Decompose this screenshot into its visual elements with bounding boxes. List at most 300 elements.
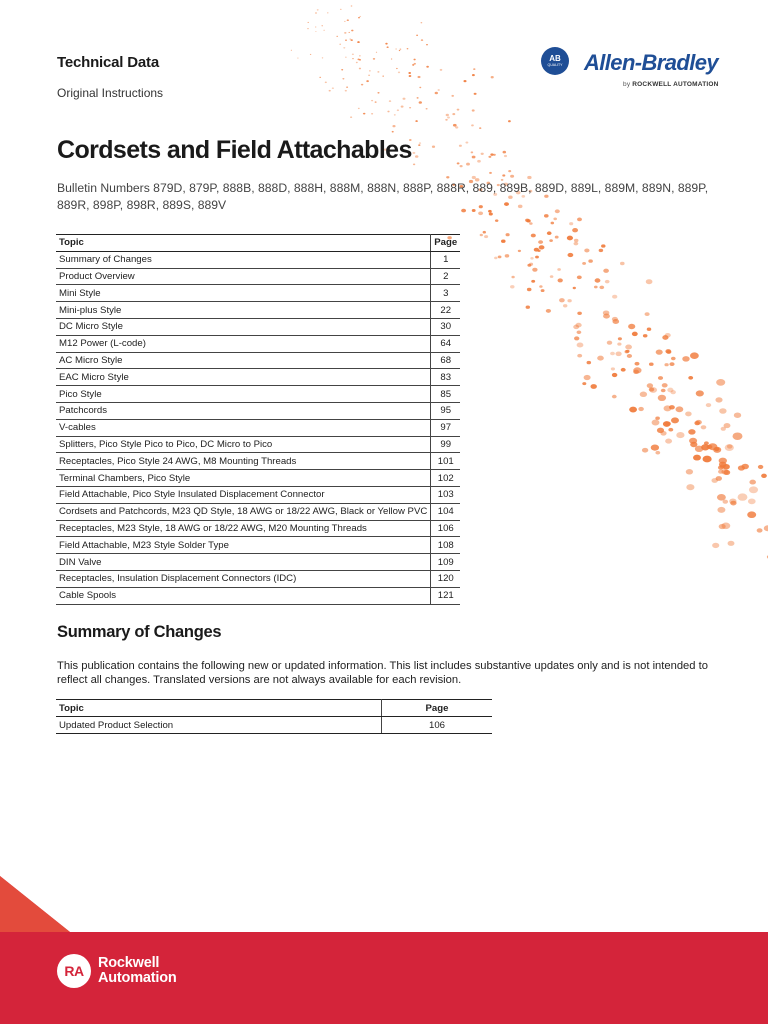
decorative-dot <box>658 376 663 380</box>
page-cell: 95 <box>431 402 460 419</box>
summary-text: This publication contains the following new or updated information. This list includes substantive updates only and is not intended to reflect all changes. Translated versions are not always available for each revision. <box>57 660 708 686</box>
decorative-dot <box>525 219 529 222</box>
decorative-dot <box>573 325 579 329</box>
decorative-dot <box>343 47 345 49</box>
decorative-dot <box>527 264 531 267</box>
decorative-dot <box>315 27 316 28</box>
decorative-dot <box>568 253 574 257</box>
decorative-dot <box>387 46 389 48</box>
decorative-dot <box>633 367 641 373</box>
decorative-dot <box>655 451 660 455</box>
topic-cell[interactable]: Field Attachable, M23 Style Solder Type <box>56 537 431 554</box>
decorative-dot <box>465 141 468 143</box>
toc-row <box>56 302 460 319</box>
decorative-dot <box>671 390 676 394</box>
decorative-dot <box>652 420 660 426</box>
topic-cell[interactable]: Cordsets and Patchcords, M23 QD Style, 18 AWG or 18/22 AWG, Black or Yellow PVC <box>56 503 431 520</box>
decorative-dot <box>357 59 359 61</box>
decorative-dot <box>567 236 573 241</box>
page-header: Page <box>431 235 460 252</box>
decorative-dot <box>399 50 401 51</box>
decorative-dot <box>682 356 689 362</box>
decorative-dot <box>676 432 684 438</box>
decorative-dot <box>665 349 671 353</box>
decorative-dot <box>358 108 360 109</box>
decorative-dot <box>473 68 475 70</box>
decorative-dot <box>394 114 396 115</box>
decorative-dot <box>534 248 539 252</box>
page-cell: 102 <box>431 470 460 487</box>
topic-cell[interactable]: Mini Style <box>56 285 431 302</box>
decorative-dot <box>717 507 725 513</box>
topic-cell[interactable]: Mini-plus Style <box>56 302 431 319</box>
decorative-dot <box>345 90 347 92</box>
decorative-dot <box>577 331 582 335</box>
decorative-dot <box>559 298 565 302</box>
decorative-dot <box>612 317 618 322</box>
topic-cell[interactable]: Receptacles, Pico Style 24 AWG, M8 Mounting Threads <box>56 453 431 470</box>
decorative-dot <box>707 445 713 449</box>
page-cell: 2 <box>431 268 460 285</box>
topic-cell[interactable]: EAC Micro Style <box>56 369 431 386</box>
decorative-dot <box>345 40 347 41</box>
decorative-dot <box>371 113 373 115</box>
decorative-dot <box>722 523 731 530</box>
topic-cell[interactable]: Splitters, Pico Style Pico to Pico, DC Micro to Pico <box>56 436 431 453</box>
decorative-dot <box>550 275 554 278</box>
decorative-dot <box>419 142 421 144</box>
decorative-dot <box>508 170 511 172</box>
decorative-dot <box>712 543 719 548</box>
decorative-dot <box>628 324 635 329</box>
page-cell: 99 <box>431 436 460 453</box>
decorative-dot <box>689 438 697 444</box>
decorative-dot <box>336 36 338 37</box>
instructions-label: Original Instructions <box>57 86 164 100</box>
decorative-dot <box>477 160 481 163</box>
decorative-dot <box>723 470 730 475</box>
decorative-dot <box>724 423 731 428</box>
toc-row <box>56 335 460 352</box>
decorative-dot <box>599 286 604 290</box>
decorative-dot <box>531 280 535 283</box>
decorative-dot <box>719 408 726 414</box>
decorative-dot <box>446 114 449 116</box>
decorative-dot <box>432 146 435 148</box>
decorative-dot <box>479 127 481 129</box>
decorative-dot <box>419 87 421 88</box>
decorative-dot <box>544 214 549 217</box>
decorative-dot <box>359 16 361 17</box>
decorative-dot <box>563 304 567 307</box>
decorative-dot <box>426 66 429 68</box>
decorative-dot <box>625 344 632 349</box>
bulletin-numbers: Bulletin Numbers 879D, 879P, 888B, 888D, 888H, 888M, 888N, 888P, 888R, 889, 889B, 889D, 889L, 889M, 889N, 889P, 889R, 898P, 898R, 889S, 889V <box>57 181 709 212</box>
decorative-dot <box>409 75 412 77</box>
decorative-dot <box>508 120 511 122</box>
decorative-dot <box>377 71 379 73</box>
decorative-dot <box>577 342 584 347</box>
decorative-dot <box>389 100 391 102</box>
toc-row <box>56 402 460 419</box>
decorative-dot <box>584 249 589 253</box>
topic-cell[interactable]: Patchcords <box>56 402 431 419</box>
decorative-dot <box>618 337 622 340</box>
allen-bradley-logo: Allen-Bradley <box>584 50 719 75</box>
toc-row <box>56 386 460 403</box>
decorative-dot <box>502 174 505 176</box>
topic-cell[interactable]: Pico Style <box>56 386 431 403</box>
decorative-dot <box>371 100 373 101</box>
rockwell-tagline: by ROCKWELL AUTOMATION <box>623 81 719 88</box>
decorative-dot <box>359 55 360 56</box>
decorative-dot <box>446 176 449 178</box>
decorative-dot <box>351 5 353 6</box>
decorative-dot <box>363 113 365 115</box>
decorative-dot <box>693 455 701 461</box>
decorative-dot <box>506 233 510 236</box>
decorative-dot <box>413 164 415 166</box>
topic-cell[interactable]: Field Attachable, Pico Style Insulated Displacement Connector <box>56 486 431 503</box>
decorative-dot <box>317 9 319 10</box>
page-cell: 121 <box>431 587 460 604</box>
toc-row <box>56 285 460 302</box>
decorative-dot <box>541 289 545 292</box>
decorative-dot <box>573 287 576 289</box>
toc-row <box>56 369 460 386</box>
topic-cell[interactable]: Updated Product Selection <box>56 717 382 734</box>
decorative-dot <box>377 92 379 94</box>
decorative-dot <box>426 108 428 110</box>
decorative-dot <box>387 111 389 113</box>
topic-header: Topic <box>56 235 431 252</box>
decorative-dot <box>688 429 695 435</box>
decorative-dot <box>291 50 292 51</box>
decorative-dot <box>574 239 579 242</box>
topic-cell[interactable]: Cable Spools <box>56 587 431 604</box>
decorative-dot <box>347 19 349 21</box>
decorative-dot <box>489 172 492 174</box>
page-cell: 120 <box>431 570 460 587</box>
decorative-dot <box>603 314 610 319</box>
decorative-dot <box>416 35 418 36</box>
decorative-dot <box>572 228 578 232</box>
decorative-dot <box>474 93 477 95</box>
topic-cell[interactable]: M12 Power (L-code) <box>56 335 431 352</box>
decorative-dot <box>607 341 612 345</box>
page-cell: 30 <box>431 318 460 335</box>
table-header-row <box>56 235 460 252</box>
decorative-dot <box>414 63 416 65</box>
decorative-dot <box>504 155 507 157</box>
decorative-dot <box>749 480 756 485</box>
decorative-dot <box>385 43 387 45</box>
decorative-dot <box>392 125 395 127</box>
decorative-dot <box>349 39 350 40</box>
decorative-dot <box>704 441 709 445</box>
decorative-dot <box>688 376 693 380</box>
decorative-dot <box>729 498 736 503</box>
decorative-dot <box>748 499 756 505</box>
decorative-dot <box>696 390 704 396</box>
decorative-dot <box>640 392 647 398</box>
decorative-dot <box>651 445 659 451</box>
topic-cell[interactable]: DIN Valve <box>56 554 431 571</box>
decorative-dot <box>758 465 763 469</box>
decorative-dot <box>645 312 650 316</box>
decorative-dot <box>629 407 637 413</box>
decorative-dot <box>569 222 573 225</box>
decorative-dot <box>324 30 325 31</box>
decorative-dot <box>717 494 726 501</box>
page-cell: 106 <box>382 717 493 734</box>
page-cell: 22 <box>431 302 460 319</box>
decorative-dot <box>375 101 377 102</box>
decorative-dot <box>635 362 640 366</box>
decorative-dot <box>553 218 557 221</box>
decorative-dot <box>599 249 604 252</box>
decorative-dot <box>649 387 657 393</box>
decorative-dot <box>319 77 321 78</box>
toc-row <box>56 570 460 587</box>
decorative-dot <box>426 44 428 45</box>
decorative-dot <box>632 332 638 336</box>
page-title: Cordsets and Field Attachables <box>57 136 412 164</box>
decorative-dot <box>352 54 354 56</box>
decorative-dot <box>557 268 561 271</box>
decorative-dot <box>503 151 506 154</box>
decorative-dot <box>361 84 363 86</box>
decorative-dot <box>368 75 370 76</box>
decorative-dot <box>352 58 354 59</box>
decorative-dot <box>612 295 617 299</box>
decorative-dot <box>407 48 409 49</box>
decorative-dot <box>327 12 328 13</box>
decorative-dot <box>597 356 604 361</box>
decorative-dot <box>719 462 727 468</box>
decorative-dot <box>345 57 346 58</box>
decorative-dot <box>728 541 735 546</box>
decorative-dot <box>505 254 510 257</box>
decorative-dot <box>460 165 463 167</box>
page-cell: 106 <box>431 520 460 537</box>
decorative-dot <box>658 395 666 401</box>
changes-table <box>56 699 492 734</box>
decorative-dot <box>577 218 582 222</box>
topic-header: Topic <box>56 700 382 717</box>
decorative-dot <box>605 280 610 284</box>
decorative-dot <box>603 269 609 273</box>
decorative-dot <box>646 279 653 284</box>
decorative-dot <box>686 469 693 474</box>
decorative-dot <box>484 235 488 238</box>
decorative-dot <box>671 417 679 423</box>
decorative-dot <box>656 349 663 354</box>
decorative-dot <box>417 97 419 99</box>
page-cell: 104 <box>431 503 460 520</box>
rockwell-automation-logo: Rockwell Automation <box>98 955 177 986</box>
decorative-dot <box>395 48 396 49</box>
toc-row <box>56 554 460 571</box>
decorative-dot <box>391 59 392 60</box>
page-cell: 68 <box>431 352 460 369</box>
decorative-dot <box>413 59 415 61</box>
toc-row <box>56 520 460 537</box>
decorative-dot <box>518 250 521 252</box>
decorative-dot <box>642 448 648 453</box>
decorative-dot <box>329 90 331 92</box>
decorative-dot <box>594 286 598 289</box>
decorative-dot <box>451 95 454 97</box>
decorative-dot <box>344 21 345 22</box>
topic-cell[interactable]: DC Micro Style <box>56 318 431 335</box>
toc-row <box>56 486 460 503</box>
decorative-dot <box>532 268 537 272</box>
decorative-dot <box>344 32 346 34</box>
page-cell: 103 <box>431 486 460 503</box>
page-cell: 1 <box>431 251 460 268</box>
decorative-dot <box>440 69 443 71</box>
decorative-dot <box>419 101 422 104</box>
decorative-dot <box>657 428 664 433</box>
decorative-dot <box>738 465 745 470</box>
decorative-dot <box>665 439 672 444</box>
decorative-dot <box>418 144 420 146</box>
decorative-dot <box>366 80 369 82</box>
decorative-dot <box>418 76 421 78</box>
decorative-dot <box>466 163 470 166</box>
decorative-dot <box>526 306 530 309</box>
decorative-dot <box>421 39 423 41</box>
decorative-dot <box>655 416 660 419</box>
decorative-dot <box>493 154 496 156</box>
decorative-dot <box>577 312 582 315</box>
decorative-dot <box>716 476 722 481</box>
decorative-dot <box>437 89 439 91</box>
toc-row <box>56 537 460 554</box>
decorative-dot <box>472 109 475 111</box>
summary-heading: Summary of Changes <box>57 623 222 641</box>
decorative-dot <box>713 447 721 453</box>
decorative-dot <box>703 456 712 463</box>
decorative-dot <box>574 242 579 246</box>
decorative-dot <box>662 335 668 340</box>
decorative-dot <box>435 92 438 95</box>
decorative-dot <box>457 162 460 164</box>
decorative-dot <box>511 276 514 279</box>
toc-row <box>56 268 460 285</box>
decorative-dot <box>695 420 702 425</box>
decorative-dot <box>615 351 621 356</box>
decorative-dot <box>764 525 768 531</box>
decorative-dot <box>716 379 725 386</box>
decorative-dot <box>408 72 411 74</box>
decorative-dot <box>582 262 586 265</box>
decorative-dot <box>612 373 618 377</box>
decorative-dot <box>307 28 308 29</box>
document-type: Technical Data <box>57 54 159 71</box>
topic-cell[interactable]: Summary of Changes <box>56 251 431 268</box>
decorative-dot <box>471 151 474 153</box>
allen-bradley-badge-icon <box>541 47 569 75</box>
page-cell: 3 <box>431 285 460 302</box>
decorative-dot <box>587 361 592 364</box>
toc-row <box>56 436 460 453</box>
decorative-dot <box>527 176 531 179</box>
decorative-dot <box>322 57 323 58</box>
toc-row <box>56 251 460 268</box>
topic-cell[interactable]: Receptacles, M23 Style, 18 AWG or 18/22 AWG, M20 Mounting Threads <box>56 520 431 537</box>
decorative-dot <box>471 124 474 126</box>
decorative-dot <box>621 368 626 372</box>
decorative-dot <box>539 245 545 249</box>
decorative-dot <box>738 493 748 500</box>
decorative-dot <box>452 113 455 115</box>
topic-cell[interactable]: AC Micro Style <box>56 352 431 369</box>
decorative-dot <box>649 362 654 365</box>
decorative-dot <box>351 30 353 32</box>
decorative-dot <box>421 22 423 23</box>
decorative-dot <box>510 175 514 178</box>
toc-row <box>56 352 460 369</box>
decorative-dot <box>610 352 615 356</box>
decorative-dot <box>415 120 417 122</box>
decorative-dot <box>472 156 476 159</box>
decorative-dot <box>538 240 543 244</box>
decorative-dot <box>403 98 406 100</box>
decorative-dot <box>761 474 767 478</box>
page-cell: 85 <box>431 386 460 403</box>
decorative-dot <box>643 334 648 337</box>
toc-row <box>56 318 460 335</box>
toc-row <box>56 503 460 520</box>
toc-row <box>56 419 460 436</box>
decorative-dot <box>671 357 676 361</box>
decorative-dot <box>472 176 476 179</box>
decorative-dot <box>373 58 375 60</box>
decorative-dot <box>546 309 551 313</box>
decorative-dot <box>733 432 743 439</box>
page-cell: 97 <box>431 419 460 436</box>
rockwell-ra-icon: RA <box>57 954 91 988</box>
decorative-dot <box>315 12 317 13</box>
decorative-dot <box>627 354 632 358</box>
decorative-dot <box>409 107 411 108</box>
decorative-dot <box>558 278 563 282</box>
topic-cell[interactable]: Receptacles, Insulation Displacement Connectors (IDC) <box>56 570 431 587</box>
decorative-dot <box>348 32 349 33</box>
decorative-dot <box>310 54 311 55</box>
decorative-dot <box>749 486 758 493</box>
decorative-dot <box>358 17 360 18</box>
decorative-dot <box>480 234 483 237</box>
page-cell: 109 <box>431 554 460 571</box>
decorative-dot <box>663 421 671 427</box>
decorative-dot <box>397 109 399 111</box>
topic-cell[interactable]: V-cables <box>56 419 431 436</box>
decorative-dot <box>346 86 348 87</box>
decorative-dot <box>555 236 559 239</box>
decorative-dot <box>701 425 707 429</box>
decorative-dot <box>392 131 394 133</box>
decorative-dot <box>617 343 621 346</box>
decorative-dot <box>369 70 371 71</box>
topic-cell[interactable]: Terminal Chambers, Pico Style <box>56 470 431 487</box>
decorative-dot <box>359 68 361 70</box>
page-cell: 83 <box>431 369 460 386</box>
changes-row <box>56 717 492 734</box>
topic-cell[interactable]: Product Overview <box>56 268 431 285</box>
